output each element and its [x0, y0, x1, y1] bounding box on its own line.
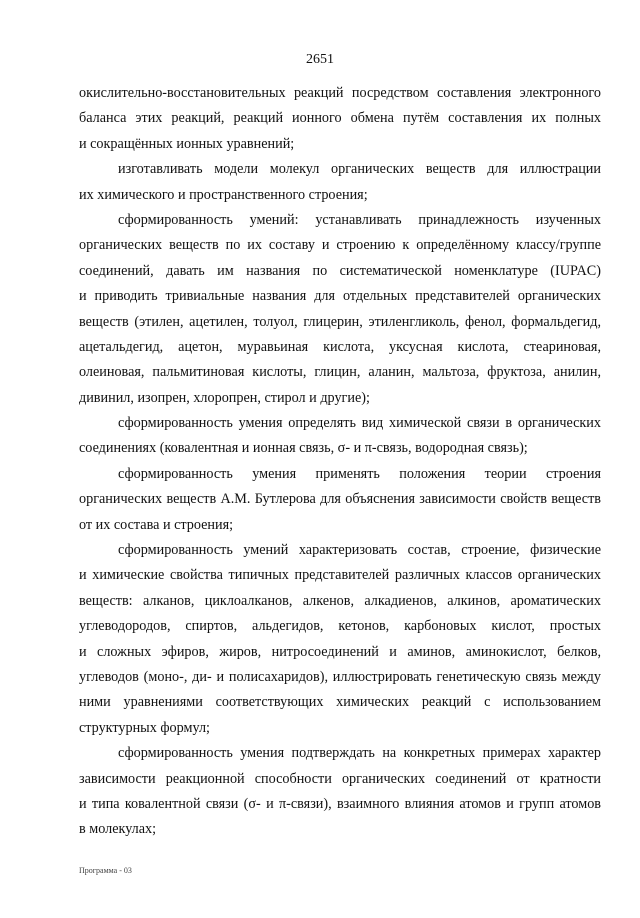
text-line: соединений, давать им названия по систематической номенклатуре (IUPAC): [79, 262, 601, 279]
text-line: от их состава и строения;: [79, 516, 234, 533]
text-line: изготавливать модели молекул органических веществ для иллюстрации: [118, 161, 601, 178]
text-line: ними уравнениями соответствующих химических реакций с использованием: [79, 694, 601, 711]
text-line: в молекулах;: [79, 821, 157, 838]
text-line: сформированность умения подтверждать на конкретных примерах характер: [118, 745, 601, 762]
text-line: сформированность умений: устанавливать принадлежность изученных: [118, 211, 601, 228]
text-line: окислительно-восстановительных реакций посредством составления электронного: [79, 85, 601, 101]
text-line: органических веществ по их составу и строению к определённому классу/группе: [79, 237, 601, 254]
text-line: соединениях (ковалентная и ионная связь, σ- и π-связь, водородная связь);: [79, 440, 528, 457]
text-line: олеиновая, пальмитиновая кислоты, глицин, аланин, мальтоза, фруктоза, анилин,: [79, 364, 601, 381]
text-line: баланса этих реакций, реакций ионного обмена путём составления их полных: [79, 110, 601, 127]
text-line: веществ: алканов, циклоалканов, алкенов, алкадиенов, алкинов, ароматических: [79, 592, 601, 609]
page-number: 2651: [306, 52, 334, 67]
text-line: и типа ковалентной связи (σ- и π-связи), взаимного влияния атомов и групп атомов: [79, 795, 601, 812]
text-line: углеводов (моно-, ди- и полисахаридов), иллюстрировать генетическую связь между: [79, 668, 601, 685]
footer-label: Программа - 03: [79, 866, 132, 875]
text-line: сформированность умений характеризовать состав, строение, физические: [118, 542, 601, 559]
text-line: органических веществ А.М. Бутлерова для объяснения зависимости свойств веществ: [79, 491, 601, 508]
text-line: и сокращённых ионных уравнений;: [79, 135, 295, 152]
text-line: углеводородов, спиртов, альдегидов, кетонов, карбоновых кислот, простых: [79, 618, 601, 635]
text-line: и сложных эфиров, жиров, нитросоединений и аминов, аминокислот, белков,: [79, 643, 601, 660]
text-line: ацетальдегид, ацетон, муравьиная кислота, уксусная кислота, стеариновая,: [79, 338, 601, 355]
text-line: дивинил, изопрен, хлоропрен, стирол и другие);: [79, 389, 370, 406]
body-text: [79, 81, 601, 843]
text-line: их химического и пространственного строения;: [79, 186, 368, 203]
text-line: и приводить тривиальные названия для отдельных представителей органических: [79, 288, 601, 305]
text-line: и химические свойства типичных представителей различных классов органических: [79, 567, 601, 584]
text-line: зависимости реакционной способности органических соединений от кратности: [79, 770, 601, 787]
text-line: сформированность умения определять вид химической связи в органических: [118, 415, 601, 432]
text-line: веществ (этилен, ацетилен, толуол, глицерин, этиленгликоль, фенол, формальдегид,: [79, 313, 601, 330]
text-line: сформированность умения применять положения теории строения: [118, 465, 601, 482]
text-line: структурных формул;: [79, 719, 210, 736]
